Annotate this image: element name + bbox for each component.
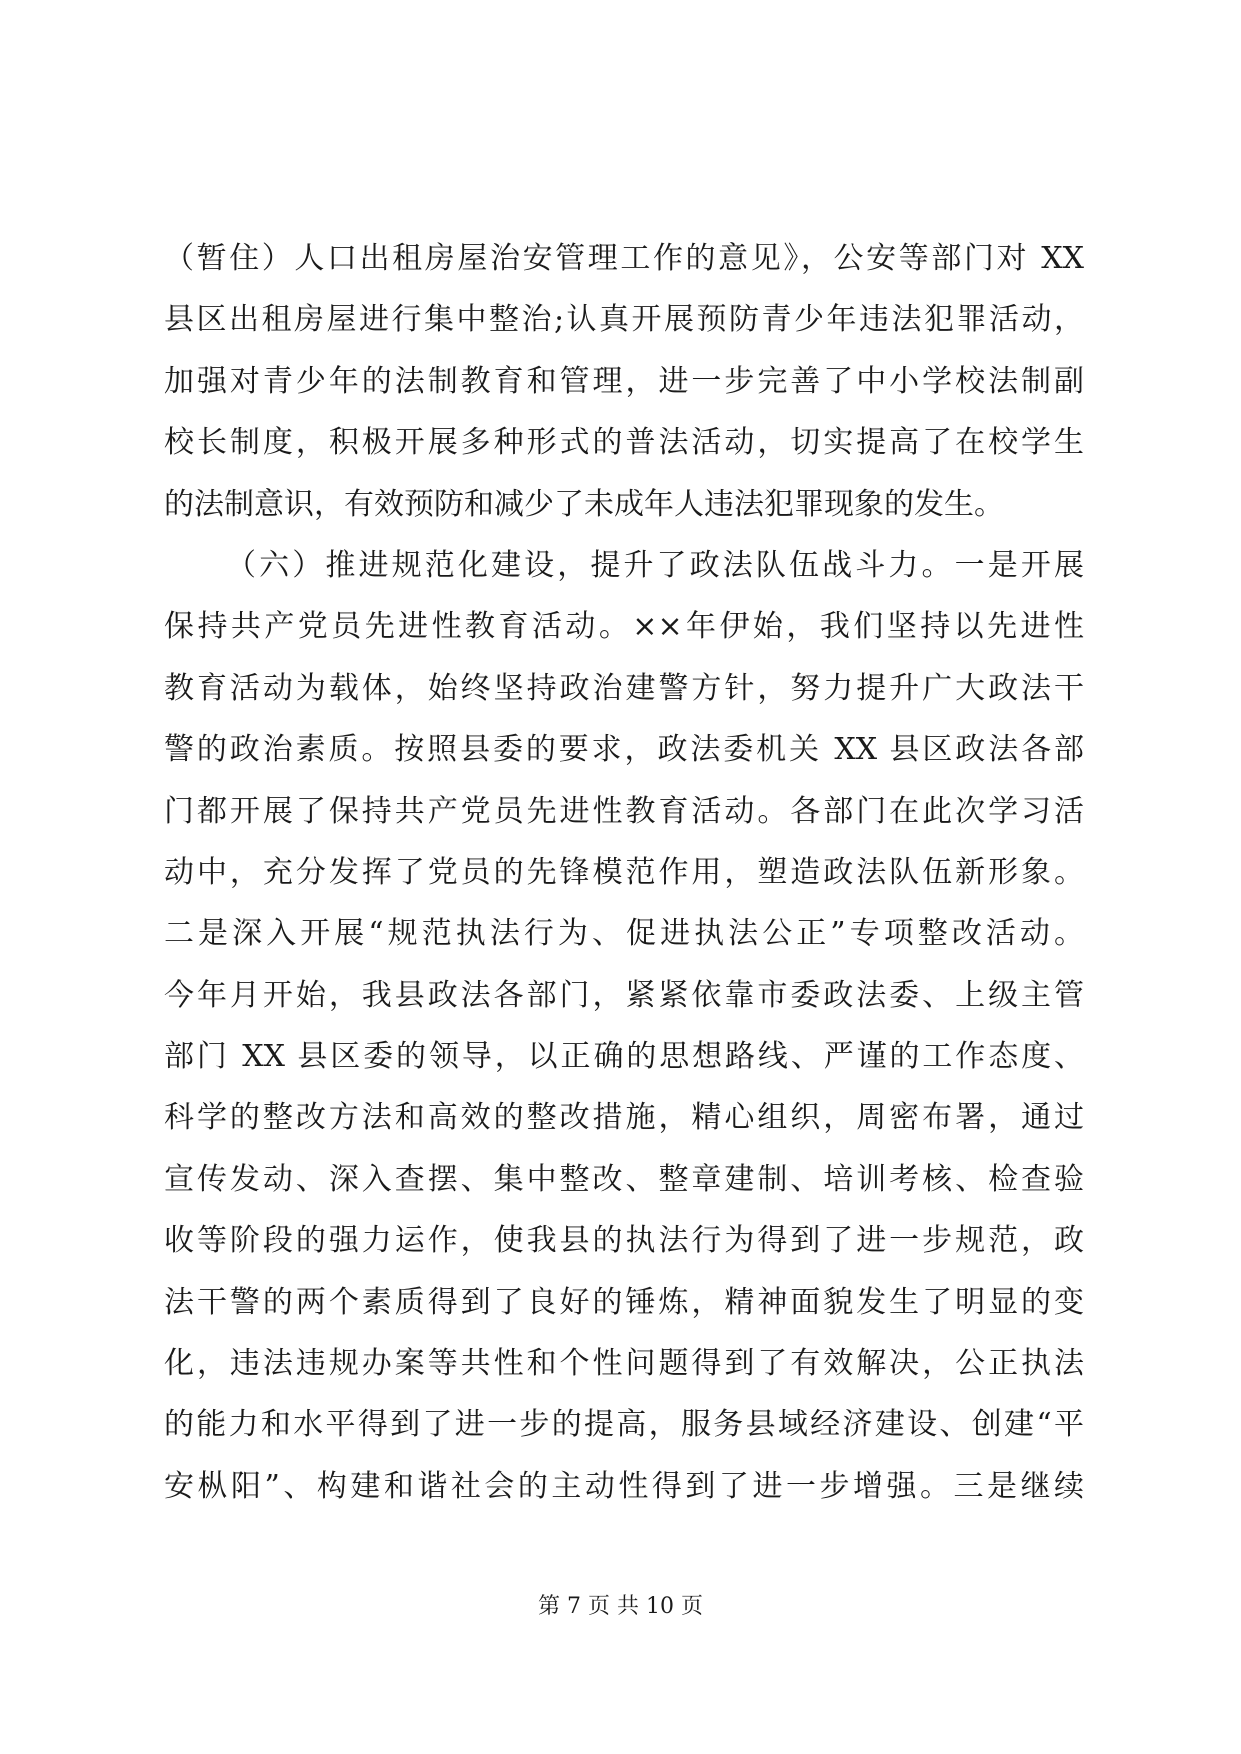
text-line: 的能力和水平得到了进一步的提高，服务县域经济建设、创建“平 [164,1407,1084,1443]
text-line: 警的政治素质。按照县委的要求，政法委机关 XX 县区政法各部 [164,732,1084,768]
text-line: 宣传发动、深入查摆、集中整改、整章建制、培训考核、检查验 [164,1161,1084,1197]
page-number-footer: 第 7 页 共 10 页 [538,1594,703,1619]
text-line: 教育活动为载体，始终坚持政治建警方针，努力提升广大政法干 [164,670,1084,706]
text-line: 动中，充分发挥了党员的先锋模范作用，塑造政法队伍新形象。 [164,854,1084,890]
text-line: 部门 XX 县区委的领导，以正确的思想路线、严谨的工作态度、 [164,1039,1084,1075]
text-line: 保持共产党员先进性教育活动。××年伊始，我们坚持以先进性 [164,609,1084,645]
text-line: 收等阶段的强力运作，使我县的执法行为得到了进一步规范，政 [164,1223,1084,1259]
text-line: 安枞阳”、构建和谐社会的主动性得到了进一步增强。三是继续 [164,1468,1084,1504]
text-line: 加强对青少年的法制教育和管理，进一步完善了中小学校法制副 [164,363,1084,399]
text-line: 法干警的两个素质得到了良好的锤炼，精神面貌发生了明显的变 [164,1284,1084,1320]
text-line: 二是深入开展“规范执法行为、促进执法公正”专项整改活动。 [164,916,1084,952]
text-line: 县区出租房屋进行集中整治;认真开展预防青少年违法犯罪活动， [164,302,1084,338]
text-line: 门都开展了保持共产党员先进性教育活动。各部门在此次学习活 [164,793,1084,829]
text-line: 的法制意识，有效预防和减少了未成年人违法犯罪现象的发生。 [164,486,1004,522]
text-line: 化，违法违规办案等共性和个性问题得到了有效解决，公正执法 [164,1346,1084,1382]
text-line: 今年月开始，我县政法各部门，紧紧依靠市委政法委、上级主管 [164,977,1084,1013]
text-line: 校长制度，积极开展多种形式的普法活动，切实提高了在校学生 [164,425,1084,461]
text-line: （暂住）人口出租房屋治安管理工作的意见》，公安等部门对 XX [164,241,1084,276]
body-text [164,228,1084,1517]
text-line: 科学的整改方法和高效的整改措施，精心组织，周密布署，通过 [164,1100,1084,1136]
text-line: （六）推进规范化建设，提升了政法队伍战斗力。一是开展 [226,547,1084,583]
